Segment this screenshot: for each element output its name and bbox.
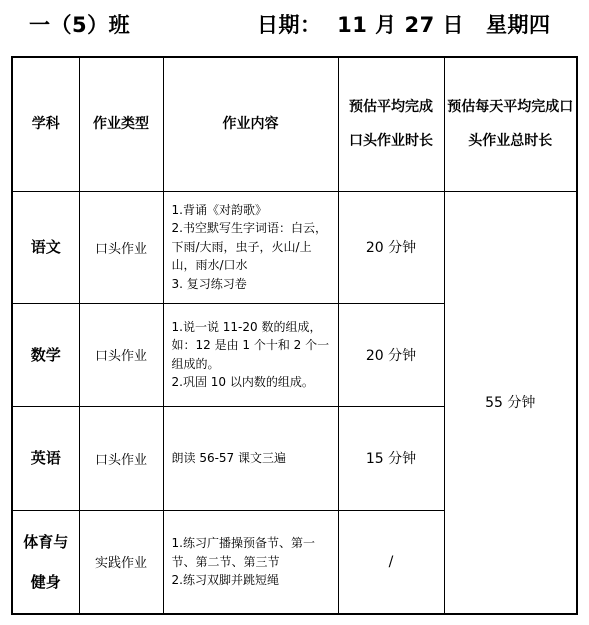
subject-cell: 英语: [12, 406, 79, 510]
type-cell: 口头作业: [79, 406, 163, 510]
total-duration-cell: 55 分钟: [444, 191, 577, 614]
homework-table: [11, 56, 578, 615]
column-header-type: 作业类型: [79, 57, 163, 191]
column-header-total-duration: 预估每天平均完成口头作业总时长: [444, 57, 577, 191]
duration-cell: /: [338, 510, 444, 614]
content-cell: [163, 191, 338, 303]
subject-cell: 语文: [12, 191, 79, 303]
content-line: 3. 复习练习卷: [171, 276, 247, 291]
date-label: 日期： 11 月 27 日: [257, 13, 465, 37]
content-cell: [163, 510, 338, 614]
content-cell: [163, 303, 338, 406]
column-header-avg-duration: 预估平均完成口头作业时长: [338, 57, 444, 191]
class-label: 一（5）班: [29, 13, 131, 37]
content-line: 1.背诵《对韵歌》: [171, 202, 267, 217]
type-cell: 口头作业: [79, 303, 163, 406]
subject-cell: 体育与健身: [12, 510, 79, 614]
weekday-label: 星期四: [486, 13, 551, 37]
duration-cell: 15 分钟: [338, 406, 444, 510]
content-cell: [163, 406, 338, 510]
duration-cell: 20 分钟: [338, 303, 444, 406]
table-header-row: [12, 57, 577, 191]
column-header-content: 作业内容: [163, 57, 338, 191]
duration-cell: 20 分钟: [338, 191, 444, 303]
content-line: 2.练习双脚并跳短绳: [171, 573, 279, 587]
type-cell: 口头作业: [79, 191, 163, 303]
subject-cell: 数学: [12, 303, 79, 406]
content-line: 2.书空默写生字词语：白云，下雨/大雨，虫子，火山/上山，雨水/口水: [171, 221, 327, 273]
column-header-subject: 学科: [12, 57, 79, 191]
page-header: [0, 0, 589, 50]
content-line: 2.巩固 10 以内数的组成。: [171, 375, 314, 389]
content-line: 朗读 56-57 课文三遍: [171, 450, 286, 465]
content-line: 1.练习广播操预备节、第一节、第二节、第三节: [171, 536, 315, 569]
type-cell: 实践作业: [79, 510, 163, 614]
table-row: [12, 191, 577, 303]
content-line: 1.说一说 11-20 数的组成，如：12 是由 1 个十和 2 个一组成的。: [171, 319, 330, 371]
